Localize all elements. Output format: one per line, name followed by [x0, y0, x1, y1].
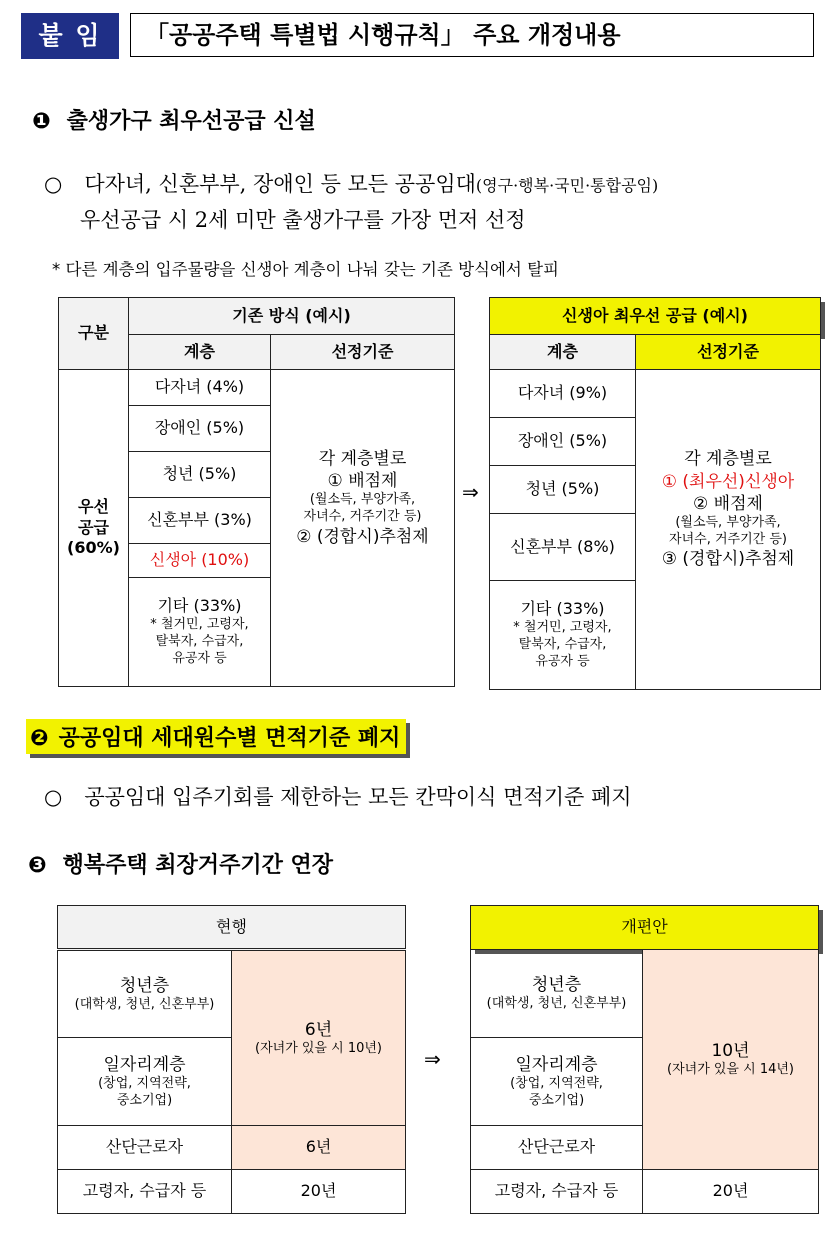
section-2-title: 공공임대 세대원수별 면적기준 폐지: [58, 725, 401, 751]
old-tier-cell: 다자녀 (4%): [129, 370, 271, 406]
tier-worker: 산단근로자: [58, 1126, 232, 1170]
tier-sub: 중소기업): [116, 1092, 173, 1108]
proposed-table: [470, 905, 819, 1214]
tier-youth: [471, 950, 643, 1038]
attachment-tag: 붙 임: [21, 13, 119, 59]
bullet-mark: ○: [44, 172, 63, 196]
criteria-line: (월소득, 부양가족,: [675, 514, 781, 530]
page-title: 「공공주택 특별법 시행규칙」 주요 개정내용: [130, 13, 814, 57]
section-2-number: ❷: [30, 726, 49, 751]
criteria-line: ② (경합시)추첨제: [296, 526, 429, 547]
tier-worker: 산단근로자: [471, 1126, 643, 1170]
new-method-header: 신생아 최우선 공급 (예시): [490, 298, 821, 335]
bullet-text-2: 우선공급 시 2세 미만 출생가구를 가장 먼저 선정: [80, 208, 526, 232]
arrow-icon: ⇒: [424, 1047, 441, 1071]
tier-youth: [58, 950, 232, 1038]
section-2-bullet: [44, 781, 632, 811]
bullet-text-1: 다자녀, 신혼부부, 장애인 등 모든 공공임대: [84, 172, 476, 196]
etc-note-line: 유공자 등: [172, 650, 227, 666]
period-label: 10년: [711, 1041, 750, 1061]
row-label-line: 우선: [78, 496, 109, 516]
row-label-priority: [59, 370, 129, 687]
bullet-text: 공공임대 입주기회를 제한하는 모든 칸막이식 면적기준 폐지: [84, 785, 632, 809]
criteria-line: 각 계층별로: [318, 448, 407, 469]
tier-sub: (창업, 지역전략,: [98, 1075, 191, 1091]
tier-job: [58, 1038, 232, 1126]
period-sub: (자녀가 있을 시 10년): [255, 1040, 382, 1056]
section-1-title: 출생가구 최우선공급 신설: [66, 108, 316, 134]
etc-label: 기타 (33%): [157, 596, 242, 616]
row-label-line: 공급: [78, 517, 109, 537]
old-method-header: 기존 방식 (예시): [129, 298, 455, 335]
etc-note-line: 유공자 등: [535, 653, 590, 669]
tier-elder: 고령자, 수급자 등: [471, 1170, 643, 1214]
old-criteria-cell: [271, 370, 455, 687]
criteria-line-newborn: ① (최우선)신생아: [661, 471, 795, 492]
section-1-number: ❶: [32, 109, 51, 134]
bullet-mark: ○: [44, 785, 63, 809]
etc-note-line: 탈북자, 수급자,: [155, 633, 244, 649]
criteria-line: 각 계층별로: [684, 449, 772, 470]
tier-sub: (창업, 지역전략,: [510, 1075, 603, 1091]
etc-note-line: 탈북자, 수급자,: [518, 636, 607, 652]
period-label: 6년: [304, 1019, 333, 1040]
tier-label: 일자리계층: [515, 1054, 598, 1075]
criteria-line: (월소득, 부양가족,: [309, 492, 416, 508]
new-tier-cell: 다자녀 (9%): [490, 370, 636, 418]
criteria-line: 자녀수, 거주기간 등): [669, 531, 787, 547]
old-tier-cell: 신혼부부 (3%): [129, 498, 271, 544]
old-tier-cell: 청년 (5%): [129, 452, 271, 498]
proposed-main-period: [643, 950, 819, 1170]
old-tier-etc: [129, 578, 271, 687]
tier-elder: 고령자, 수급자 등: [58, 1170, 232, 1214]
old-tier-cell: 장애인 (5%): [129, 406, 271, 452]
new-tier-cell: 장애인 (5%): [490, 418, 636, 466]
tier-sub: (대학생, 청년, 신혼부부): [74, 996, 215, 1012]
new-tier-cell: 청년 (5%): [490, 466, 636, 514]
tier-sub: (대학생, 청년, 신혼부부): [486, 996, 627, 1012]
etc-note-line: * 철거민, 고령자,: [150, 617, 249, 633]
criteria-line: ③ (경합시)추첨제: [661, 549, 795, 570]
col-criteria-highlight: 선정기준: [636, 335, 821, 370]
proposed-elder-period: 20년: [643, 1170, 819, 1214]
current-header: 현행: [58, 906, 406, 950]
col-criteria: 선정기준: [271, 335, 455, 370]
bullet-paren: (영구·행복·국민·통합공임): [475, 176, 659, 195]
criteria-line: 자녀수, 거주기간 등): [303, 509, 422, 525]
criteria-line: ② 배점제: [693, 493, 763, 514]
tier-label: 청년층: [119, 975, 170, 996]
period-sub: (자녀가 있을 시 14년): [667, 1062, 794, 1078]
section-1-note: * 다른 계층의 입주물량을 신생아 계층이 나눠 갖는 기존 방식에서 탈피: [52, 260, 559, 279]
tier-label: 청년층: [531, 975, 582, 995]
tier-sub: 중소기업): [528, 1092, 585, 1108]
tier-label: 일자리계층: [103, 1054, 186, 1075]
section-3-title: 행복주택 최장거주기간 연장: [62, 852, 333, 878]
current-worker-period: 6년: [232, 1126, 406, 1170]
section-3-number: ❸: [28, 853, 47, 878]
old-method-table: [58, 297, 455, 687]
proposed-header: 개편안: [471, 906, 819, 950]
section-3-heading: [28, 848, 333, 879]
new-tier-cell: 신혼부부 (8%): [490, 514, 636, 581]
old-tier-cell-newborn: 신생아 (10%): [129, 544, 271, 578]
new-tier-etc: [490, 581, 636, 690]
section-1-heading: [32, 104, 316, 135]
new-criteria-cell: [636, 370, 821, 690]
col-tier: 계층: [490, 335, 636, 370]
etc-label: 기타 (33%): [520, 599, 605, 619]
new-method-table: [489, 297, 821, 690]
section-1-bullet: [44, 168, 658, 198]
current-table: [57, 905, 406, 1214]
arrow-icon: ⇒: [462, 480, 479, 504]
etc-note-line: * 철거민, 고령자,: [513, 620, 612, 636]
tier-job: [471, 1038, 643, 1126]
section-2-heading: [26, 719, 406, 754]
col-tier: 계층: [129, 335, 271, 370]
criteria-line: ① 배점제: [327, 471, 398, 492]
current-main-period: [232, 950, 406, 1126]
row-label-line: (60%): [67, 538, 120, 558]
col-gubun: 구분: [59, 298, 129, 370]
current-elder-period: 20년: [232, 1170, 406, 1214]
